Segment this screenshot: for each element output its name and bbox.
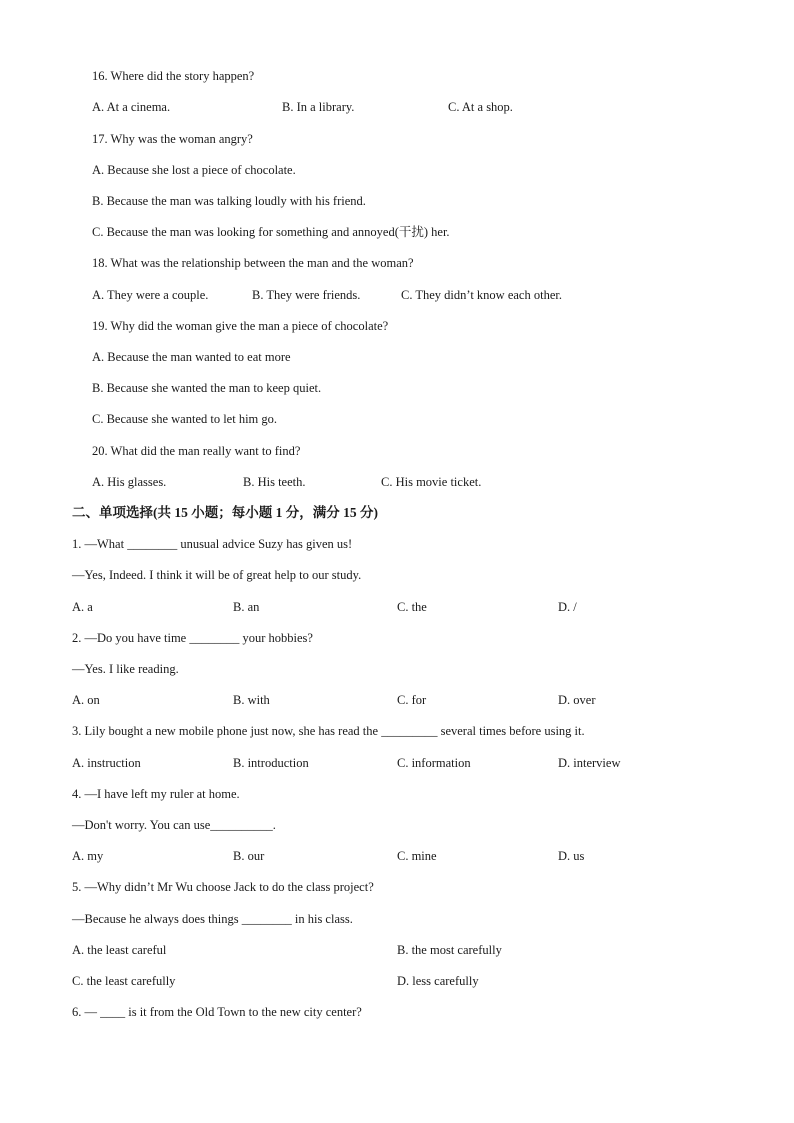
q18-option-c: C. They didn’t know each other. <box>401 288 562 302</box>
question-17: 17. Why was the woman angry? <box>92 132 253 146</box>
mc3-option-d: D. interview <box>558 756 621 770</box>
mc2-option-a: A. on <box>72 693 100 707</box>
mc5-option-a: A. the least careful <box>72 943 167 957</box>
mc-question-4: 4. —I have left my ruler at home. <box>72 787 240 801</box>
mc-question-1: 1. —What ________ unusual advice Suzy has given us! <box>72 537 353 551</box>
mc5-option-d: D. less carefully <box>397 974 479 988</box>
mc-question-2-response: —Yes. I like reading. <box>72 662 179 676</box>
q17-option-c: C. Because the man was looking for something and annoyed(干扰) her. <box>92 225 450 239</box>
mc3-option-c: C. information <box>397 756 471 770</box>
question-20: 20. What did the man really want to find? <box>92 444 301 458</box>
mc4-option-c: C. mine <box>397 849 437 863</box>
mc3-option-a: A. instruction <box>72 756 141 770</box>
section-title: 二、单项选择(共 15 小题；每小题 1 分，满分 15 分) <box>72 505 378 520</box>
mc-question-1-response: —Yes, Indeed. I think it will be of great help to our study. <box>72 568 362 582</box>
q19-option-b: B. Because she wanted the man to keep quiet. <box>92 381 322 395</box>
mc5-option-c: C. the least carefully <box>72 974 176 988</box>
mc-question-5-response: —Because he always does things ________ in his class. <box>72 912 353 926</box>
q18-option-a: A. They were a couple. <box>92 288 209 302</box>
mc2-option-c: C. for <box>397 693 427 707</box>
q19-option-a: A. Because the man wanted to eat more <box>92 350 291 364</box>
mc4-option-d: D. us <box>558 849 585 863</box>
q17-option-b: B. Because the man was talking loudly with his friend. <box>92 194 366 208</box>
question-16: 16. Where did the story happen? <box>92 69 255 83</box>
mc-question-4-response: —Don't worry. You can use__________. <box>72 818 276 832</box>
mc5-option-b: B. the most carefully <box>397 943 502 957</box>
mc1-option-a: A. a <box>72 600 93 614</box>
q20-option-b: B. His teeth. <box>243 475 306 489</box>
q16-option-c: C. At a shop. <box>448 100 513 114</box>
mc4-option-a: A. my <box>72 849 104 863</box>
q17-option-a: A. Because she lost a piece of chocolate. <box>92 163 296 177</box>
mc1-option-d: D. / <box>558 600 577 614</box>
mc-question-3: 3. Lily bought a new mobile phone just now, she has read the _________ several times before using it. <box>72 724 585 738</box>
question-19: 19. Why did the woman give the man a piece of chocolate? <box>92 319 389 333</box>
mc1-option-c: C. the <box>397 600 427 614</box>
mc1-option-b: B. an <box>233 600 260 614</box>
mc2-option-d: D. over <box>558 693 596 707</box>
q20-option-a: A. His glasses. <box>92 475 167 489</box>
mc3-option-b: B. introduction <box>233 756 309 770</box>
mc4-option-b: B. our <box>233 849 265 863</box>
q20-option-c: C. His movie ticket. <box>381 475 482 489</box>
q16-option-b: B. In a library. <box>282 100 355 114</box>
mc-question-2: 2. —Do you have time ________ your hobbies? <box>72 631 313 645</box>
mc2-option-b: B. with <box>233 693 270 707</box>
question-18: 18. What was the relationship between the man and the woman? <box>92 256 414 270</box>
mc-question-6: 6. — ____ is it from the Old Town to the new city center? <box>72 1005 362 1019</box>
q19-option-c: C. Because she wanted to let him go. <box>92 412 278 426</box>
q16-option-a: A. At a cinema. <box>92 100 171 114</box>
mc-question-5: 5. —Why didn’t Mr Wu choose Jack to do the class project? <box>72 880 374 894</box>
q18-option-b: B. They were friends. <box>252 288 361 302</box>
